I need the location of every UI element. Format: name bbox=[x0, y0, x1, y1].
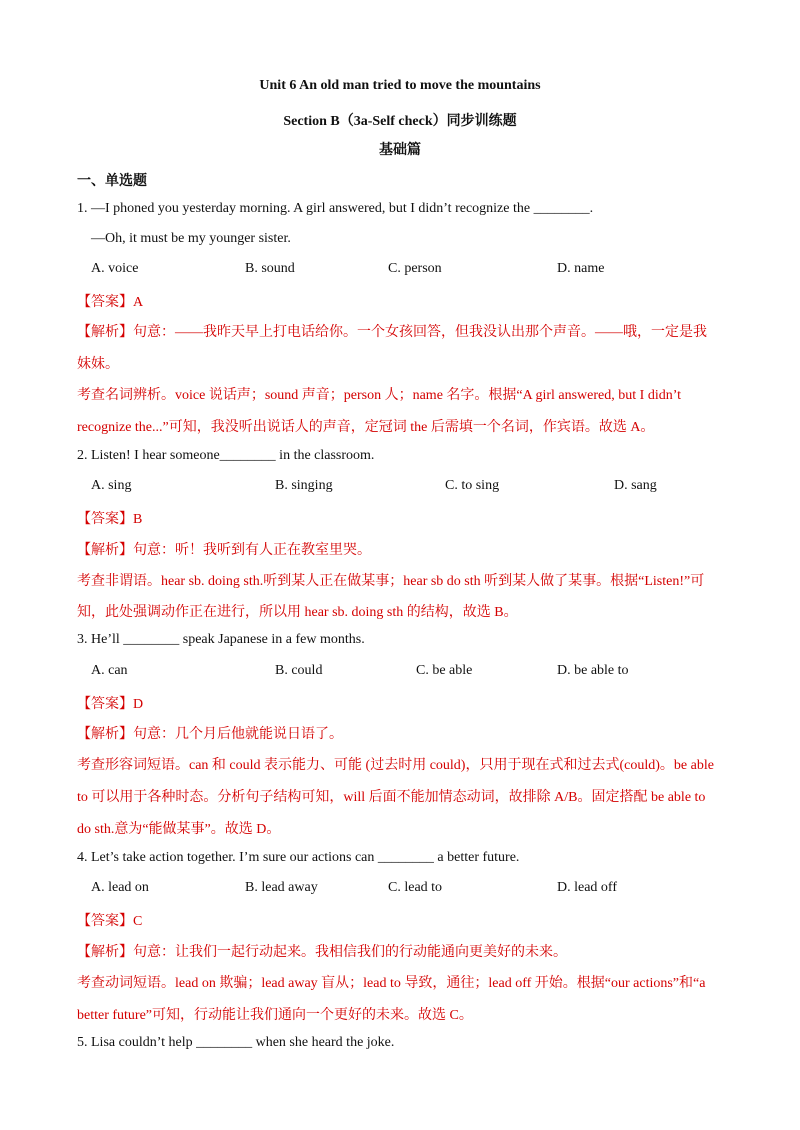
difficulty-level: 基础篇 bbox=[379, 143, 421, 158]
question-1-answer: 【答案】A bbox=[77, 295, 144, 310]
question-2-option-c: C. to sing bbox=[445, 478, 500, 493]
question-3-option-d: D. be able to bbox=[557, 663, 629, 678]
question-3-analysis: 【解析】句意：几个月后他就能说日语了。 bbox=[77, 727, 343, 742]
question-1-option-b: B. sound bbox=[245, 261, 295, 276]
question-1-explain-cont: recognize the...”可知，我没听出说话人的声音，定冠词 the 后需填一个名词，作宾语。故选 A。 bbox=[77, 420, 655, 435]
question-3-explain-cont2: do sth.意为“能做某事”。故选 D。 bbox=[77, 822, 281, 837]
question-2-option-d: D. sang bbox=[614, 478, 657, 493]
question-2-option-b: B. singing bbox=[275, 478, 333, 493]
question-4-option-d: D. lead off bbox=[557, 880, 617, 895]
question-3-option-c: C. be able bbox=[416, 663, 473, 678]
question-4-option-a: A. lead on bbox=[91, 880, 149, 895]
question-4-answer: 【答案】C bbox=[77, 914, 143, 929]
section-heading: 一、单选题 bbox=[77, 174, 147, 189]
question-1-option-d: D. name bbox=[557, 261, 605, 276]
question-4-option-c: C. lead to bbox=[388, 880, 443, 895]
question-4-analysis: 【解析】句意：让我们一起行动起来。我相信我们的行动能通向更美好的未来。 bbox=[77, 945, 567, 960]
question-3-option-a: A. can bbox=[91, 663, 128, 678]
question-2-answer: 【答案】B bbox=[77, 512, 143, 527]
question-4-stem: 4. Let’s take action together. I’m sure our actions can ________ a better future. bbox=[77, 850, 520, 865]
question-2-explain: 考查非谓语。hear sb. doing sth.听到某人正在做某事；hear sb do sth 听到某人做了某事。根据“Listen!”可 bbox=[77, 574, 705, 589]
question-3-explain-cont: to 可以用于各种时态。分析句子结构可知，will 后面不能加情态动词，故排除 A/B。固定搭配 be able to bbox=[77, 790, 706, 805]
document-title: Unit 6 An old man tried to move the mountains bbox=[259, 78, 541, 93]
question-1-explain: 考查名词辨析。voice 说话声；sound 声音；person 人；name 名字。根据“A girl answered, but I didn’t bbox=[77, 388, 682, 403]
document-subtitle: Section B（3a-Self check）同步训练题 bbox=[283, 114, 517, 129]
question-2-analysis: 【解析】句意：听！我听到有人正在教室里哭。 bbox=[77, 543, 371, 558]
question-2-option-a: A. sing bbox=[91, 478, 132, 493]
question-1-analysis-cont: 妹妹。 bbox=[77, 357, 119, 372]
question-2-explain-cont: 知，此处强调动作正在进行，所以用 hear sb. doing sth 的结构，故选 B。 bbox=[77, 605, 518, 620]
question-2-stem: 2. Listen! I hear someone________ in the classroom. bbox=[77, 448, 375, 463]
question-1-analysis: 【解析】句意：——我昨天早上打电话给你。一个女孩回答，但我没认出那个声音。——哦，一定是我 bbox=[77, 325, 707, 340]
question-3-option-b: B. could bbox=[275, 663, 323, 678]
question-4-explain-cont: better future”可知，行动能让我们通向一个更好的未来。故选 C。 bbox=[77, 1008, 473, 1023]
question-1-option-a: A. voice bbox=[91, 261, 139, 276]
question-3-answer: 【答案】D bbox=[77, 697, 144, 712]
question-4-option-b: B. lead away bbox=[245, 880, 318, 895]
question-1-option-c: C. person bbox=[388, 261, 442, 276]
question-1-stem: 1. —I phoned you yesterday morning. A girl answered, but I didn’t recognize the ________. bbox=[77, 201, 594, 216]
question-5-stem: 5. Lisa couldn’t help ________ when she heard the joke. bbox=[77, 1035, 395, 1050]
question-3-stem: 3. He’ll ________ speak Japanese in a few months. bbox=[77, 632, 365, 647]
question-3-explain: 考查形容词短语。can 和 could 表示能力、可能 (过去时用 could)，只用于现在式和过去式(could)。be able bbox=[77, 758, 714, 773]
question-4-explain: 考查动词短语。lead on 欺骗；lead away 盲从；lead to 导致，通往；lead off 开始。根据“our actions”和“a bbox=[77, 976, 706, 991]
question-1-stem-reply: —Oh, it must be my younger sister. bbox=[91, 231, 291, 246]
